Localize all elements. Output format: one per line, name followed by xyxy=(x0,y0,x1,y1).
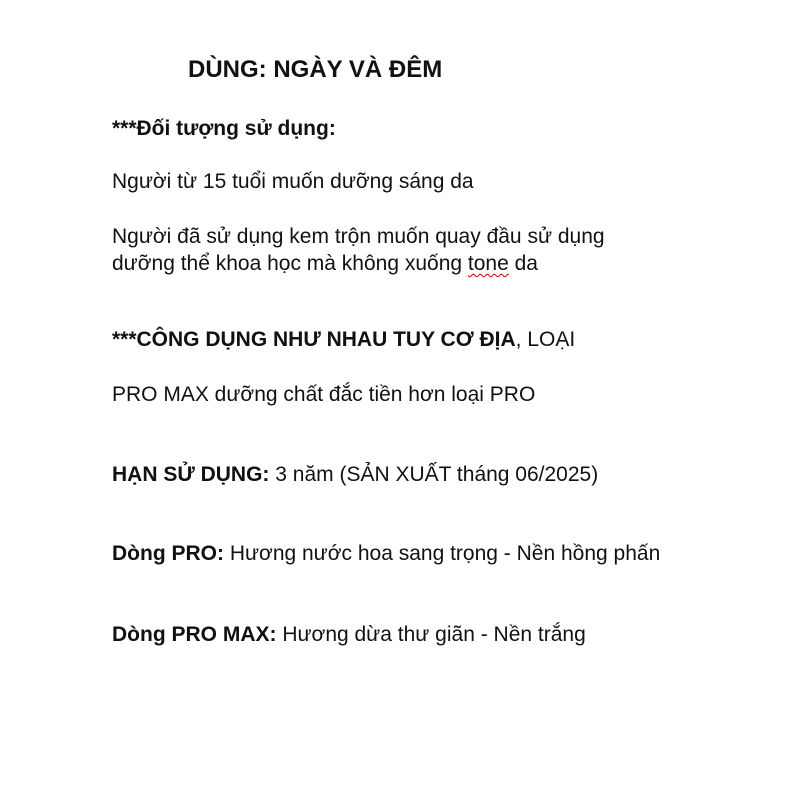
usage-heading xyxy=(112,327,575,353)
audience-heading: ***Đối tượng sử dụng: xyxy=(112,117,336,140)
pro-max-label: Dòng PRO MAX: xyxy=(112,623,277,646)
pro-label: Dòng PRO: xyxy=(112,542,224,565)
page-title: DÙNG: NGÀY VÀ ĐÊM xyxy=(188,56,443,83)
audience-item-2-text-after: da xyxy=(508,252,538,275)
audience-item-2-line-2 xyxy=(112,251,538,277)
pro-max-value: Hương dừa thư giãn - Nền trắng xyxy=(276,623,586,646)
pro-line xyxy=(112,541,660,567)
expiry-value: 3 năm (SẢN XUẤT tháng 06/2025) xyxy=(269,463,599,486)
pro-value: Hương nước hoa sang trọng - Nền hồng phấn xyxy=(223,542,661,565)
pro-max-line xyxy=(112,622,586,648)
audience-item-1: Người từ 15 tuổi muốn dưỡng sáng da xyxy=(112,170,474,193)
usage-heading-rest: , LOẠI xyxy=(515,328,576,351)
expiry-label: HẠN SỬ DỤNG: xyxy=(112,463,270,486)
audience-item-2-line-1: Người đã sử dụng kem trộn muốn quay đầu sử dụng xyxy=(112,225,605,248)
expiry-line xyxy=(112,462,598,488)
usage-detail: PRO MAX dưỡng chất đắc tiền hơn loại PRO xyxy=(112,383,536,406)
spellcheck-flagged-word: tone xyxy=(467,252,509,275)
audience-item-2-text-before: dưỡng thể khoa học mà không xuống xyxy=(112,252,468,275)
usage-heading-bold: ***CÔNG DỤNG NHƯ NHAU TUY CƠ ĐỊA xyxy=(112,328,516,351)
